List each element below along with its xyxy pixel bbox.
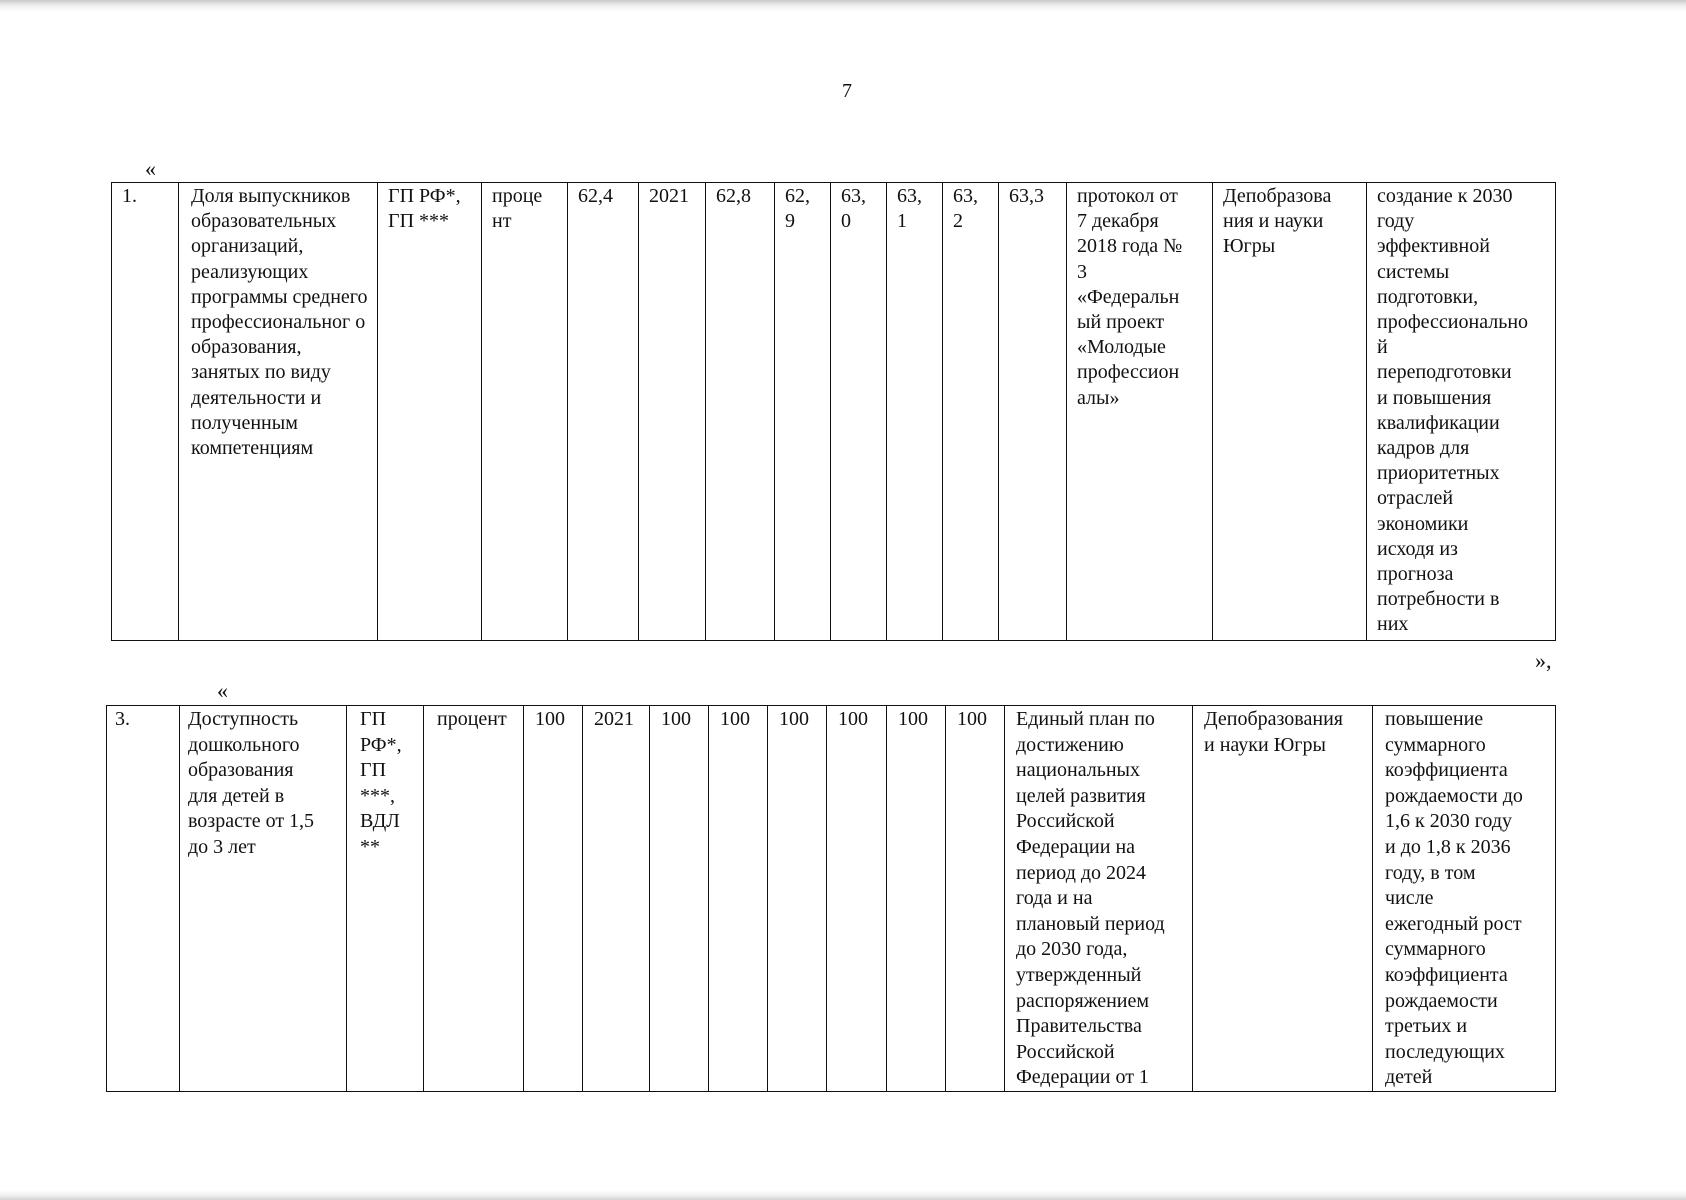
basis-document: Единый план по достижению национальных целей развития Российской Федерации на период до 2024 года и на плановый период до 2030 года, утвержденный распоряжением Правительства Российской Федерации от 1	[1005, 706, 1193, 1092]
unit: проце нт	[482, 183, 568, 641]
value-year-2: 100	[709, 706, 768, 1092]
value-year-6: 63,3	[999, 183, 1067, 641]
goal-description: создание к 2030 году эффективной системы подготовки, профессионально й переподготовки и повышения квалификации кадров для приоритетных отраслей экономики исходя из прогноза потребности в них	[1367, 183, 1556, 641]
indicator-name: Доступность дошкольного образования для детей в возрасте от 1,5 до 3 лет	[180, 706, 347, 1092]
value-year-5: 63, 2	[943, 183, 999, 641]
scan-edge-bottom	[0, 1190, 1686, 1200]
value-year-6: 100	[946, 706, 1005, 1092]
value-year-5: 100	[887, 706, 946, 1092]
value-year-4: 63, 1	[887, 183, 943, 641]
open-quote-2: «	[217, 678, 228, 703]
base-value: 62,4	[568, 183, 639, 641]
goal-description: повышение суммарного коэффициента рождаемости до 1,6 к 2030 году и до 1,8 к 2036 году, в том числе ежегодный рост суммарного коэффициента рождаемости третьих и последующих детей	[1373, 706, 1556, 1092]
basis-document: протокол от 7 декабря 2018 года № 3 «Федеральн ый проект «Молодые профессион алы»	[1067, 183, 1213, 641]
value-year-1: 62,8	[706, 183, 775, 641]
base-value: 100	[524, 706, 583, 1092]
indicator-level: ГП РФ*, ГП ***, ВДЛ **	[347, 706, 424, 1092]
row-number: 1.	[112, 183, 179, 641]
indicator-table-row-1	[111, 182, 1556, 641]
indicator-level: ГП РФ*, ГП ***	[378, 183, 482, 641]
unit: процент	[424, 706, 524, 1092]
indicator-table-row-3	[106, 705, 1556, 1092]
row-number: 3.	[107, 706, 180, 1092]
close-quote-1: »,	[1535, 648, 1552, 673]
base-year: 2021	[583, 706, 650, 1092]
value-year-2: 62, 9	[775, 183, 831, 641]
scan-edge-top	[0, 0, 1686, 12]
table-row	[112, 183, 1556, 641]
responsible-body: Депобразова ния и науки Югры	[1213, 183, 1367, 641]
indicator-name: Доля выпускников образовательных организаций, реализующих программы среднего профессиональног о образования, занятых по виду деятельности и полученным компетенциям	[179, 183, 378, 641]
table-row	[107, 706, 1556, 1092]
page-number: 7	[842, 80, 852, 102]
open-quote-1: «	[145, 156, 156, 181]
value-year-3: 63, 0	[831, 183, 887, 641]
value-year-4: 100	[827, 706, 887, 1092]
value-year-3: 100	[768, 706, 827, 1092]
responsible-body: Депобразования и науки Югры	[1193, 706, 1373, 1092]
value-year-1: 100	[650, 706, 709, 1092]
base-year: 2021	[639, 183, 706, 641]
